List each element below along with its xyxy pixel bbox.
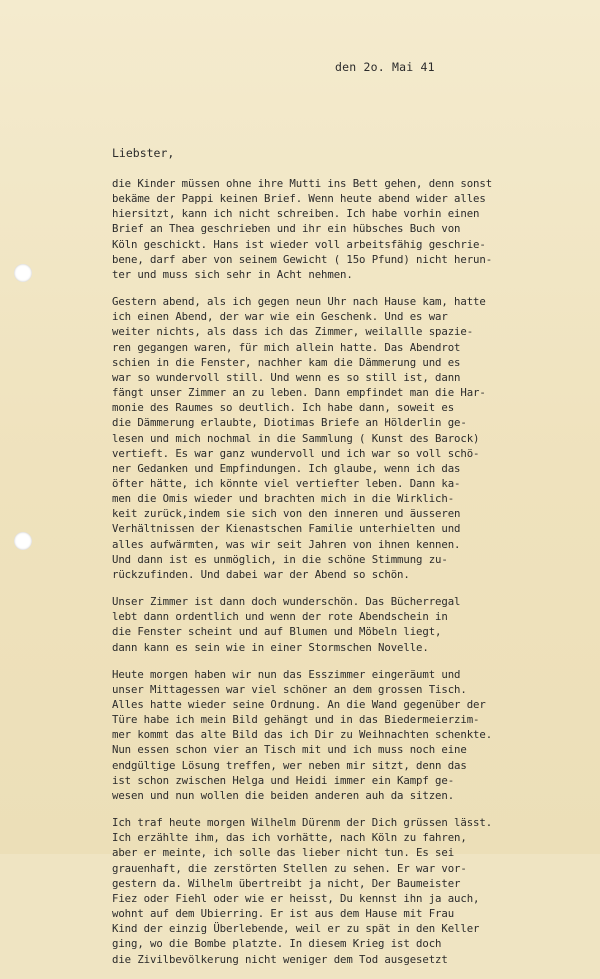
text-line: mer kommt das alte Bild das ich Dir zu Weihnachten schenkte.: [112, 728, 493, 742]
text-line: wesen und nun wollen die beiden anderen auh da sitzen.: [112, 788, 455, 802]
text-line: ich einen Abend, der war wie ein Geschenk. Und es war: [112, 310, 448, 324]
text-line: ter und muss sich sehr in Acht nehmen.: [112, 267, 353, 281]
text-line: unser Mittagessen war viel schöner an dem grossen Tisch.: [112, 682, 467, 696]
paragraph: [112, 176, 590, 282]
text-line: lesen und mich nochmal in die Sammlung ( Kunst des Barock): [112, 431, 480, 445]
text-line: schien in die Fenster, nachher kam die Dämmerung und es: [112, 355, 461, 369]
text-line: weiter nichts, als dass ich das Zimmer, weilallle spazie-: [112, 325, 474, 339]
text-line: Verhältnissen der Kienastschen Familie unterhielten und: [112, 522, 461, 536]
paragraph: [112, 667, 590, 803]
text-line: Nun essen schon vier an Tisch mit und ich muss noch eine: [112, 743, 467, 757]
text-line: war so wundervoll still. Und wenn es so still ist, dann: [112, 370, 461, 384]
text-line: Fiez oder Fiehl oder wie er heisst, Du kennst ihn ja auch,: [112, 891, 480, 905]
text-line: keit zurück,indem sie sich von den inneren und äusseren: [112, 507, 461, 521]
text-line: ist schon zwischen Helga und Heidi immer ein Kampf ge-: [112, 773, 455, 787]
letter-date: den 2o. Mai 41: [335, 60, 435, 74]
text-line: alles aufwärmten, was wir seit Jahren von ihnen kennen.: [112, 537, 461, 551]
text-line: ging, wo die Bombe platzte. In diesem Krieg ist doch: [112, 937, 442, 951]
text-line: ren gegangen waren, für mich allein hatte. Das Abendrot: [112, 340, 461, 354]
text-line: öfter hätte, ich könnte viel vertiefter leben. Dann ka-: [112, 476, 461, 490]
text-line: Gestern abend, als ich gegen neun Uhr nach Hause kam, hatte: [112, 295, 486, 309]
punch-hole: [14, 264, 32, 282]
text-line: monie des Raumes so deutlich. Ich habe dann, soweit es: [112, 401, 455, 415]
text-line: vertieft. Es war ganz wundervoll und ich war so voll schö-: [112, 446, 480, 460]
text-line: grauenhaft, die zerstörten Stellen zu sehen. Er war vor-: [112, 861, 467, 875]
text-line: Türe habe ich mein Bild gehängt und in das Biedermeierzim-: [112, 713, 480, 727]
text-line: dann kann es sein wie in einer Stormschen Novelle.: [112, 640, 429, 654]
text-line: die Fenster scheint und auf Blumen und Möbeln liegt,: [112, 625, 442, 639]
text-line: Brief an Thea geschrieben und ihr ein hübsches Buch von: [112, 222, 461, 236]
text-line: aber er meinte, ich solle das lieber nicht tun. Es sei: [112, 846, 455, 860]
text-line: Kind der einzig Überlebende, weil er zu spät in den Keller: [112, 922, 480, 936]
text-line: endgültige Lösung treffen, wer neben mir sitzt, denn das: [112, 758, 467, 772]
paragraph: [112, 815, 590, 967]
text-line: Köln geschickt. Hans ist wieder voll arbeitsfähig geschrie-: [112, 237, 486, 251]
text-line: bekäme der Pappi keinen Brief. Wenn heute abend wider alles: [112, 192, 486, 206]
text-line: Alles hatte wieder seine Ordnung. An die Wand gegenüber der: [112, 698, 486, 711]
punch-hole: [14, 532, 32, 550]
text-line: wohnt auf dem Ubierring. Er ist aus dem Hause mit Frau: [112, 907, 455, 921]
text-line: die Zivilbevölkerung nicht weniger dem Tod ausgesetzt: [112, 952, 448, 966]
text-line: Und dann ist es unmöglich, in die schöne Stimmung zu-: [112, 552, 448, 566]
paragraph: [112, 294, 590, 582]
letter-body: [112, 176, 590, 979]
text-line: die Dämmerung erlaubte, Diotimas Briefe an Hölderlin ge-: [112, 416, 467, 430]
text-line: Ich erzählte ihm, das ich vorhätte, nach Köln zu fahren,: [112, 831, 467, 845]
text-line: Heute morgen haben wir nun das Esszimmer eingeräumt und: [112, 667, 461, 681]
text-line: ner Gedanken und Empfindungen. Ich glaube, wenn ich das: [112, 461, 461, 475]
text-line: hiersitzt, kann ich nicht schreiben. Ich habe vorhin einen: [112, 207, 480, 221]
text-line: men die Omis wieder und brachten mich in die Wirklich-: [112, 492, 455, 506]
text-line: rückzufinden. Und dabei war der Abend so schön.: [112, 567, 410, 581]
text-line: Ich traf heute morgen Wilhelm Dürenm der Dich grüssen lässt.: [112, 816, 493, 830]
text-line: die Kinder müssen ohne ihre Mutti ins Bett gehen, denn sonst: [112, 177, 493, 190]
paragraph: [112, 594, 590, 655]
salutation: Liebster,: [112, 146, 175, 160]
text-line: bene, darf aber von seinem Gewicht ( 15o Pfund) nicht herun-: [112, 252, 493, 266]
text-line: fängt unser Zimmer an zu leben. Dann empfindet man die Har-: [112, 386, 486, 400]
text-line: gestern da. Wilhelm übertreibt ja nicht, Der Baumeister: [112, 876, 461, 890]
text-line: Unser Zimmer ist dann doch wunderschön. Das Bücherregal: [112, 595, 461, 609]
text-line: lebt dann ordentlich und wenn der rote Abendschein in: [112, 610, 448, 624]
